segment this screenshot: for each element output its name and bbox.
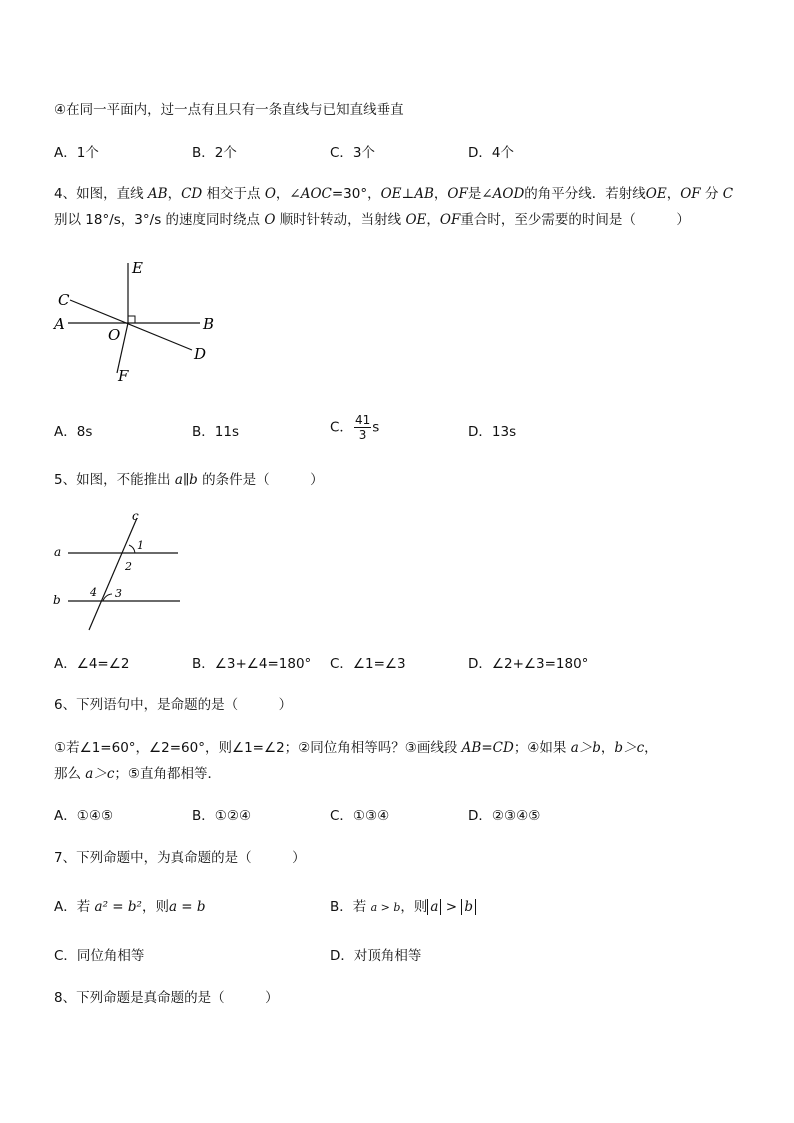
q4-text: 4、如图，直线 — [54, 186, 144, 202]
q6-option-b: B．①②④ — [192, 808, 252, 824]
q6-text: ；④如果 — [513, 740, 567, 756]
q3-option-d: D．4个 — [468, 145, 514, 161]
q5-option-c: C．∠1=∠3 — [330, 656, 406, 672]
q5-option-a: A．∠4=∠2 — [54, 656, 130, 672]
q4-stem-line1: 4、如图，直线 AB，CD 相交于点 O，∠AOC=30°，OE⊥AB，OF是∠AOD的角平分线．若射线OE，OF 分 C — [54, 186, 734, 202]
q7-a-result: a = b — [168, 899, 206, 915]
q6-a-gt-c: a＞c — [85, 766, 115, 782]
q6-body-line1 — [54, 738, 658, 758]
q4-text: ， — [666, 186, 681, 202]
q7-option-b — [330, 897, 476, 918]
q4-var-o: O — [264, 212, 276, 228]
unit: s — [372, 419, 380, 436]
q6-body-line2 — [54, 764, 221, 784]
q4-figure — [50, 255, 230, 385]
q4-var-oe: OE — [645, 186, 667, 202]
q7-text: A．若 — [54, 899, 91, 915]
q4-stem-line2 — [54, 210, 690, 230]
q6-option-d: D．②③④⑤ — [468, 808, 541, 824]
q4-text: 是 — [467, 186, 482, 202]
fraction-numerator: 41 — [354, 413, 371, 427]
q4-option-a: A．8s — [54, 424, 93, 440]
q4-oe-perp-ab: OE⊥AB — [380, 186, 434, 202]
q6-option-c: C．①③④ — [330, 808, 390, 824]
q7-stem: 7、下列命题中，为真命题的是（ ） — [54, 850, 306, 866]
q4-text: ， — [426, 212, 440, 228]
q7-option-d: D．对顶角相等 — [330, 948, 422, 964]
q7-option-a — [54, 897, 206, 917]
q3-option-b: B．2个 — [192, 145, 237, 161]
q7-gt: > — [441, 899, 462, 915]
q4-var-oe: OE — [405, 212, 427, 228]
q3-option-c: C．3个 — [330, 145, 376, 161]
right-angle-mark — [128, 316, 135, 323]
q6-option-a: A．①④⑤ — [54, 808, 114, 824]
label-o: O — [108, 326, 121, 344]
q7-abs-a: a — [427, 899, 441, 915]
label-b: B — [203, 315, 215, 333]
q5-parallel: a∥b — [174, 472, 198, 488]
label-c: c — [132, 509, 139, 523]
statement-4: ④在同一平面内，过一点有且只有一条直线与已知直线垂直 — [54, 102, 404, 118]
q6-a-gt-b: a＞b — [570, 740, 601, 756]
q4-var-of: OF — [439, 212, 461, 228]
q6-segment: AB=CD — [461, 740, 514, 756]
label-a: a — [54, 545, 62, 559]
label-f: F — [118, 367, 129, 385]
q4-option-b: B．11s — [192, 424, 239, 440]
q4-var-of: OF — [680, 186, 701, 202]
q5-option-d: D．∠2+∠3=180° — [468, 656, 589, 672]
q6-text: 那么 — [54, 766, 81, 782]
q4-angle-aod: ∠AOD — [481, 186, 525, 202]
q7-text: B．若 — [330, 899, 367, 915]
label-3: 3 — [115, 587, 122, 600]
q4-text: 相交于点 — [206, 186, 261, 202]
q5-figure — [48, 508, 188, 633]
label-2: 2 — [125, 560, 132, 573]
q4-text: 重合时，至少需要的时间是（ ） — [460, 212, 690, 228]
q4-option-d: D．13s — [468, 424, 517, 440]
q6-text: ， — [600, 740, 615, 756]
label-e: E — [132, 259, 143, 277]
q5-stem — [54, 470, 324, 490]
q7-text: ，则 — [400, 899, 428, 915]
line-c — [89, 518, 137, 630]
label-d: D — [194, 345, 207, 363]
q4-text: 分 — [704, 186, 719, 202]
label-4: 4 — [90, 586, 97, 599]
q8-stem: 8、下列命题是真命题的是（ ） — [54, 990, 279, 1006]
q4-var-cd: CD — [181, 186, 203, 202]
q7-a-cond: a² = b² — [94, 899, 142, 915]
q4-var-o: O — [264, 186, 276, 202]
q4-text: 别以 18°/s，3°/s 的速度同时绕点 — [54, 212, 261, 228]
line-cd — [70, 300, 192, 350]
q3-option-a: A．1个 — [54, 145, 99, 161]
q6-text: ①若∠1=60°，∠2=60°，则∠1=∠2；②同位角相等吗？③画线段 — [54, 740, 458, 756]
arc-angle-1 — [129, 545, 135, 553]
q4-option-c — [330, 413, 379, 442]
q7-b-cond: a > b — [370, 901, 401, 914]
label-a: A — [54, 315, 65, 333]
q6-text: ；⑤直角都相等． — [114, 766, 222, 782]
q4-var-c: C — [722, 186, 734, 202]
q4-var-ab: AB — [147, 186, 168, 202]
q7-text: ，则 — [141, 899, 169, 915]
fraction — [354, 413, 371, 442]
q4-text: 的角平分线．若射线 — [524, 186, 646, 202]
q6-stem: 6、下列语句中，是命题的是（ ） — [54, 697, 293, 713]
q5-text: 的条件是（ ） — [202, 472, 324, 488]
label-b: b — [53, 593, 61, 607]
q4-option-c-label: C． — [330, 419, 353, 436]
q4-text: 顺时针转动，当射线 — [279, 212, 402, 228]
q4-var-of: OF — [447, 186, 468, 202]
fraction-denominator: 3 — [358, 428, 367, 442]
q5-text: 5、如图，不能推出 — [54, 472, 171, 488]
label-1: 1 — [137, 539, 144, 552]
q7-option-c: C．同位角相等 — [54, 948, 145, 964]
q4-angle-aoc: ∠AOC — [289, 186, 332, 202]
q6-b-gt-c: b＞c — [614, 740, 645, 756]
q6-text: ， — [644, 740, 658, 756]
q5-option-b: B．∠3+∠4=180° — [192, 656, 312, 672]
q4-text: =30°， — [331, 186, 381, 202]
label-c: C — [58, 291, 70, 309]
q7-abs-b: b — [461, 899, 476, 915]
